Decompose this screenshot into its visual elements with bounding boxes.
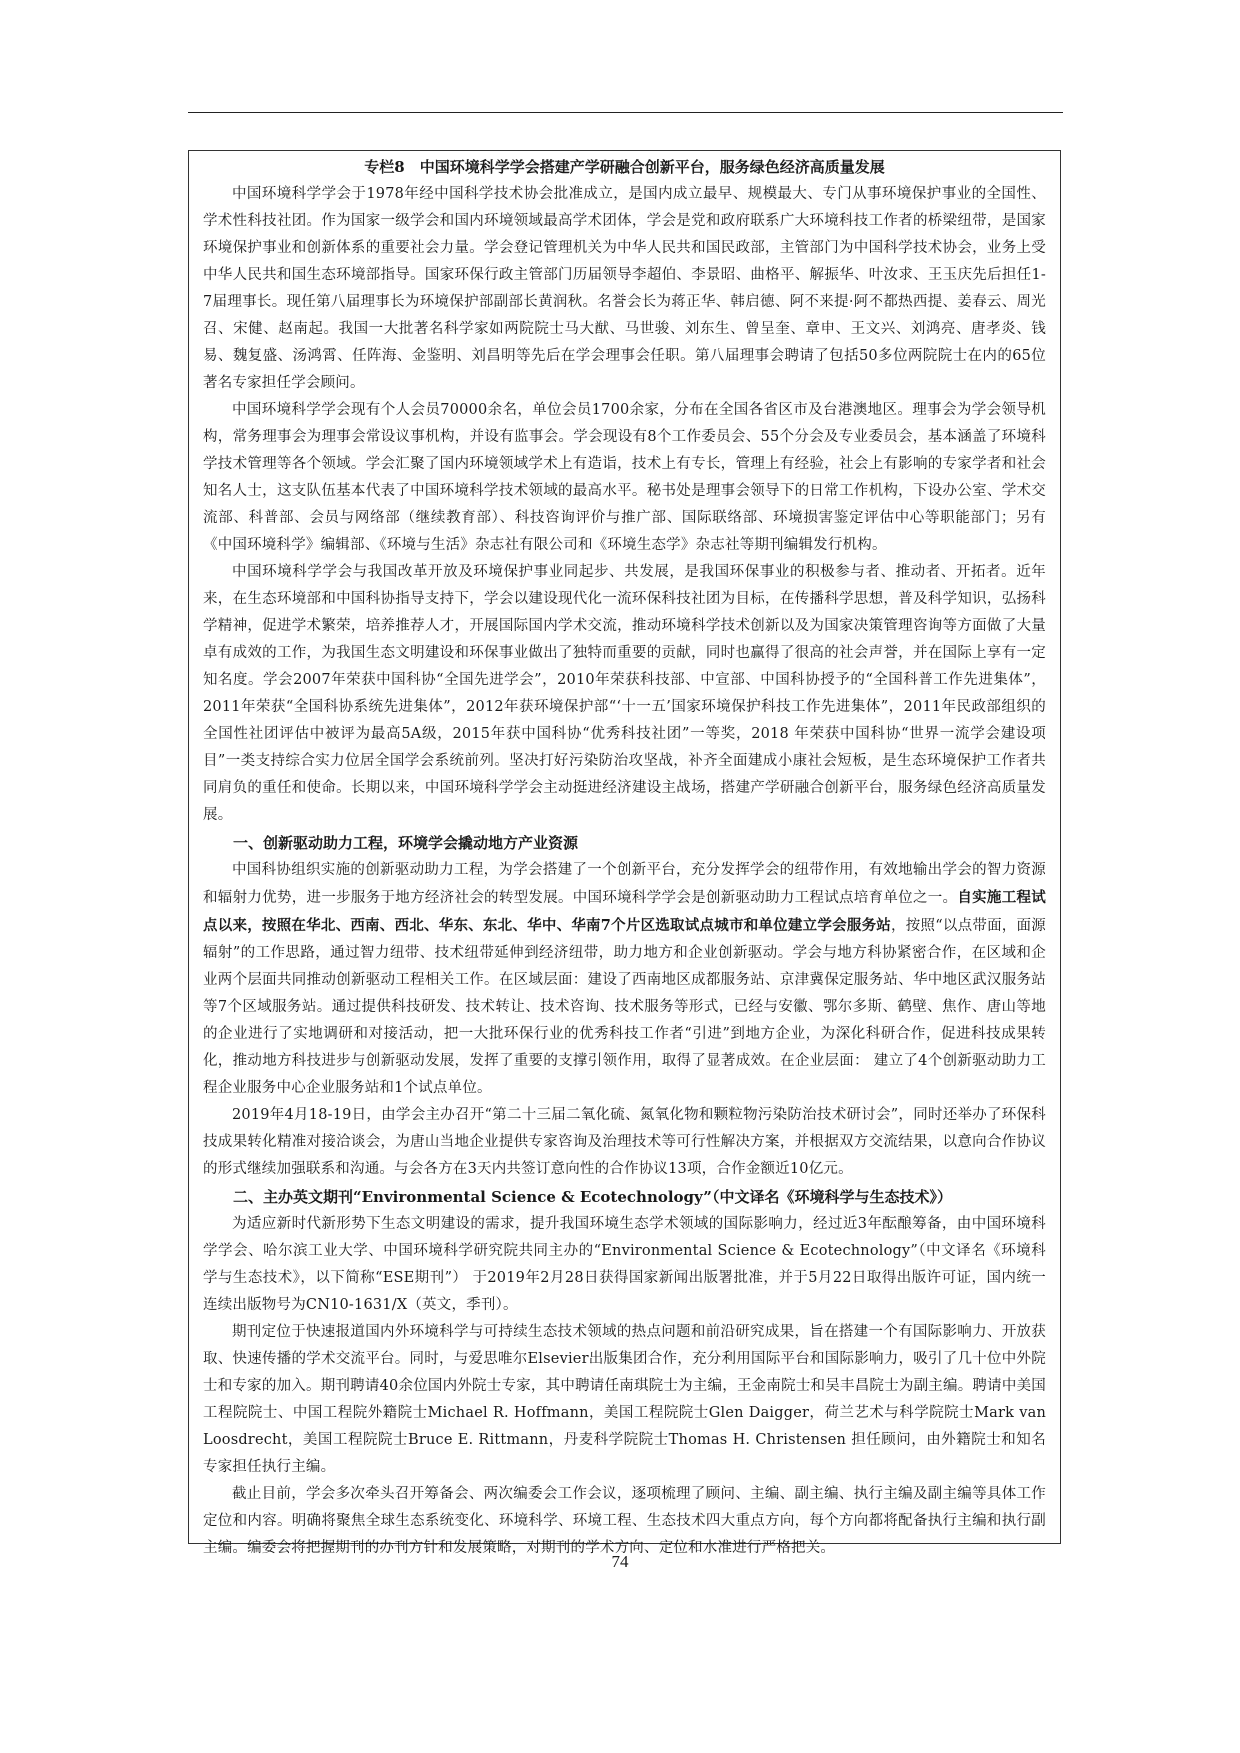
paragraph-achievements: 中国环境科学学会与我国改革开放及环境保护事业同起步、共发展，是我国环保事业的积极参与者、推动者、开拓者。近年来，在生态环境部和中国科协指导支持下，学会以建设现代化一流环保科技社团为目标，在传播科学思想，普及科学知识，弘扬科学精神，促进学术繁荣，培养推荐人才，开展国际国内学术交流，推动环境科学技术创新以及为国家决策管理咨询等方面做了大量卓有成效的工作，为我国生态文明建设和环保事业做出了独特而重要的贡献，同时也赢得了很高的社会声誉，并在国际上享有一定知名度。学会2007年荣获中国科协“全国先进学会”，2010年荣获科技部、中宣部、中国科协授予的“全国科普工作先进集体”，2011年荣获“全国科协系统先进集体”，2012年获环境保护部“‘十一五’国家环境保护科技工作先进集体”，2011年民政部组织的全国性社团评估中被评为最高5A级，2015年获中国科协“优秀科技社团”一等奖，2018 年荣获中国科协“世界一流学会建设项目”一类支持综合实力位居全国学会系统前列。坚决打好污染防治攻坚战，补齐全面建成小康社会短板，是生态环境保护工作者共同肩负的重任和使命。长期以来，中国环境科学学会主动挺进经济建设主战场，搭建产学研融合创新平台，服务绿色经济高质量发展。	[203, 564, 1046, 823]
section-heading-journal: 二、主办英文期刊“Environmental Science & Ecotechnology”（中文译名《环境科学与生态技术》）	[233, 1188, 952, 1206]
feature-box	[188, 150, 1061, 1556]
paragraph-intro: 中国环境科学学会于1978年经中国科学技术协会批准成立，是国内成立最早、规模最大、专门从事环境保护事业的全国性、学术性科技社团。作为国家一级学会和国内环境领域最高学术团体，学会是党和政府联系广大环境科技工作者的桥梁纽带，是国家环境保护事业和创新体系的重要社会力量。学会登记管理机关为中华人民共和国民政部，主管部门为中国科学技术协会，业务上受中华人民共和国生态环境部指导。国家环保行政主管部门历届领导李超伯、李景昭、曲格平、解振华、叶汝求、王玉庆先后担任1-7届理事长。现任第八届理事长为环境保护部副部长黄润秋。名誉会长为蒋正华、韩启德、阿不来提·阿不都热西提、姜春云、周光召、宋健、赵南起。我国一大批著名科学家如两院院士马大猷、马世骏、刘东生、曾呈奎、章申、王文兴、刘鸿亮、唐孝炎、钱易、魏复盛、汤鸿霄、任阵海、金鉴明、刘昌明等先后在学会理事会任职。第八届理事会聘请了包括50多位两院院士在内的65位著名专家担任学会顾问。	[203, 186, 1046, 391]
paragraph-innovation	[203, 857, 1046, 1102]
page-number: 74	[611, 1552, 629, 1571]
paragraph-journal-progress: 截止目前，学会多次牵头召开筹备会、两次编委会工作会议，逐项梳理了顾问、主编、副主编、执行主编及副主编等具体工作定位和内容。明确将聚焦全球生态系统变化、环境科学、环境工程、生态技术四大重点方向，每个方向都将配备执行主编和执行副主编。编委会将把握期刊的办刊方针和发展策略，对期刊的学术方向、定位和水准进行严格把关。	[203, 1486, 1046, 1556]
header-rule	[188, 112, 1063, 113]
paragraph-innovation-part1: 中国科协组织实施的创新驱动助力工程，为学会搭建了一个创新平台，充分发挥学会的纽带作用，有效地输出学会的智力资源和辐射力优势，进一步服务于地方经济社会的转型发展。中国环境科学学会是创新驱动助力工程试点培育单位之一。	[203, 862, 1046, 906]
paragraph-conference: 2019年4月18-19日，由学会主办召开“第二十三届二氧化硫、氮氧化物和颗粒物污染防治技术研讨会”，同时还举办了环保科技成果转化精准对接洽谈会，为唐山当地企业提供专家咨询及治理技术等可行性解决方案，并根据双方交流结果，以意向合作协议的形式继续加强联系和沟通。与会各方在3天内共签订意向性的合作协议13项，合作金额近10亿元。	[203, 1107, 1046, 1177]
paragraph-innovation-part2: ，按照“以点带面，面源辐射”的工作思路，通过智力纽带、技术纽带延伸到经济纽带，助力地方和企业创新驱动。学会与地方科协紧密合作，在区域和企业两个层面共同推动创新驱动工程相关工作。在区域层面：建设了西南地区成都服务站、京津冀保定服务站、华中地区武汉服务站等7个区域服务站。通过提供科技研发、技术转让、技术咨询、技术服务等形式，已经与安徽、鄂尔多斯、鹤壁、焦作、唐山等地的企业进行了实地调研和对接活动，把一大批环保行业的优秀科技工作者“引进”到地方企业，为深化科研合作，促进科技成果转化，推动地方科技进步与创新驱动发展，发挥了重要的支撑引领作用，取得了显著成效。在企业层面： 建立了4个创新驱动助力工程企业服务中心企业服务站和1个试点单位。	[203, 918, 1046, 1096]
paragraph-journal-founding: 为适应新时代新形势下生态文明建设的需求，提升我国环境生态学术领域的国际影响力，经过近3年酝酿筹备，由中国环境科学学会、哈尔滨工业大学、中国环境科学研究院共同主办的“Environmental Science & Ecotechnology”（中文译名《环境科学与生态技术》，以下简称“ESE期刊”） 于2019年2月28日获得国家新闻出版署批准，并于5月22日取得出版许可证，国内统一连续出版物号为CN10-1631/X（英文，季刊）。	[203, 1216, 1046, 1313]
section-heading-innovation: 一、创新驱动助力工程，环境学会撬动地方产业资源	[233, 834, 579, 852]
paragraph-journal-positioning: 期刊定位于快速报道国内外环境科学与可持续生态技术领域的热点问题和前沿研究成果，旨在搭建一个有国际影响力、开放获取、快速传播的学术交流平台。同时，与爱思唯尔Elsevier出版集团合作，充分利用国际平台和国际影响力，吸引了几十位中外院士和专家的加入。期刊聘请40余位国内外院士专家，其中聘请任南琪院士为主编，王金南院士和吴丰昌院士为副主编。聘请中美国工程院院士、中国工程院外籍院士Michael R. Hoffmann，美国工程院院士Glen Daigger，荷兰艺术与科学院院士Mark van Loosdrecht，美国工程院院士Bruce E. Rittmann，丹麦科学院院士Thomas H. Christensen 担任顾问，由外籍院士和知名专家担任执行主编。	[203, 1324, 1046, 1475]
paragraph-innovation-bold: 自实施工程试点以来，按照在华北、西南、西北、华东、东北、华中、华南7个片区选取试点城市和单位建立学会服务站	[203, 889, 1046, 934]
paragraph-membership: 中国环境科学学会现有个人会员70000余名，单位会员1700余家，分布在全国各省区市及台港澳地区。理事会为学会领导机构，常务理事会为理事会常设议事机构，并设有监事会。学会现设有8个工作委员会、55个分会及专业委员会，基本涵盖了环境科学技术管理等各个领域。学会汇聚了国内环境领域学术上有造诣，技术上有专长，管理上有经验，社会上有影响的专家学者和社会知名人士，这支队伍基本代表了中国环境科学技术领域的最高水平。秘书处是理事会领导下的日常工作机构，下设办公室、学术交流部、科普部、会员与网络部（继续教育部）、科技咨询评价与推广部、国际联络部、环境损害鉴定评估中心等职能部门；另有《中国环境科学》编辑部、《环境与生活》杂志社有限公司和《环境生态学》杂志社等期刊编辑发行机构。	[203, 402, 1046, 553]
feature-box-title: 专栏8 中国环境科学学会搭建产学研融合创新平台，服务绿色经济高质量发展	[364, 158, 885, 176]
